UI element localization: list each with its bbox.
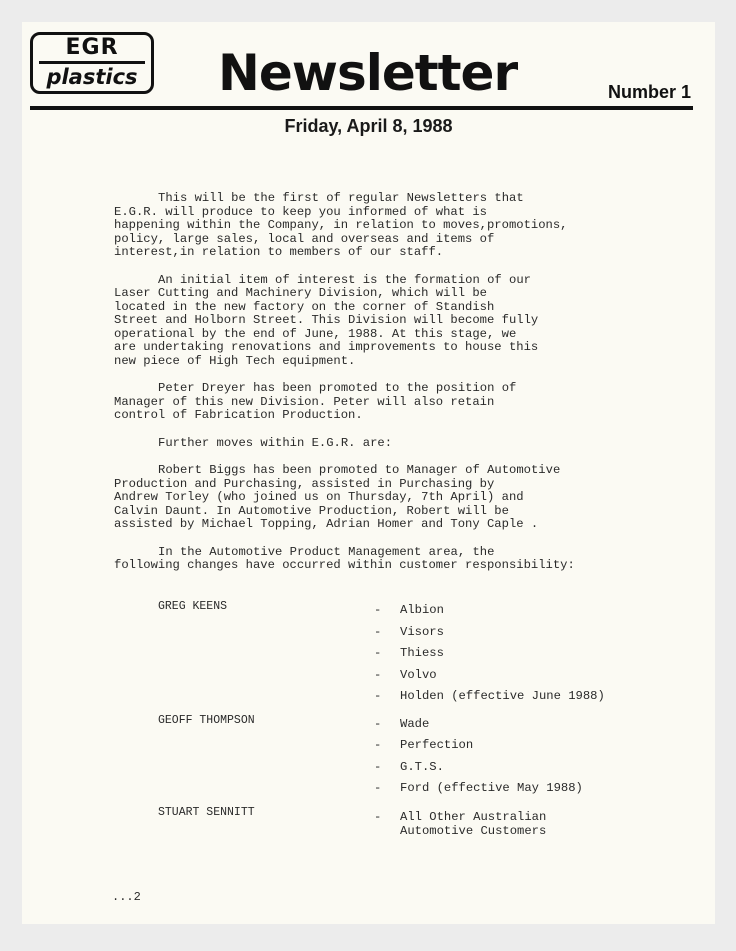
customer-item: - Visors [374,624,444,639]
paragraph-further-moves: Further moves within E.G.R. are: [158,435,393,450]
logo-line-plastics: plastics [39,61,145,88]
customer-item: - Wade [374,716,430,731]
paragraph-intro: This will be the first of regular Newsletters that E.G.R. will produce to keep you informed of what is happening within the Company, in relation to moves,promotions, policy, large sales, local and overseas and items of interest,in relation to members of our staff. [114,191,568,259]
customer-item: - Volvo [374,667,437,682]
customer-item: - Thiess [374,646,444,660]
masthead-rule [30,106,693,110]
customer-item: - All Other Australian Automotive Customers [374,809,547,838]
paragraph-peter-dreyer: Peter Dreyer has been promoted to the position of Manager of this new Division. Peter will also retain control of Fabrication Production. [114,381,517,422]
responsibility-group [158,714,678,800]
issue-number: Number 1 [607,82,691,102]
logo-line-egr: EGR [65,35,119,60]
customer-item: - Ford (effective May 1988) [374,781,583,795]
manager-name: STUART SENNITT [158,805,255,819]
customer-item: - Holden (effective June 1988) [374,689,605,703]
page-continuation: ...2 [112,890,141,904]
issue-date: Friday, April 8, 1988 [284,116,453,136]
customer-item: - Perfection [374,738,474,752]
customer-responsibility-list [158,600,678,838]
customer-item: - Albion [374,603,444,617]
responsibility-group [158,806,678,838]
customer-item: - G.T.S. [374,759,444,774]
responsibility-group [158,600,678,708]
manager-name: GREG KEENS [158,600,228,613]
paragraph-laser-division: An initial item of interest is the formation of our Laser Cutting and Machinery Division, which will be located in the new factory on the corner of Standish Street and Holborn Street. This Division will become fully operational by the end of June, 1988. At this stage, we are undertaking renovations and improvements to house this new piece of High Tech equipment. [114,272,539,368]
egr-plastics-logo [30,32,154,94]
manager-name: GEOFF THOMPSON [158,713,255,727]
newsletter-page [22,22,715,924]
paragraph-product-management: In the Automotive Product Management area, the following changes have occurred within customer responsibility: [114,544,575,572]
masthead-title: Newsletter [218,44,518,102]
article-body [114,192,674,587]
paragraph-robert-biggs: Robert Biggs has been promoted to Manager of Automotive Production and Purchasing, assisted in Purchasing by Andrew Torley (who joined us on Thursday, 7th April) and Calvin Daunt. In Automotive Production, Robert will be assisted by Michael Topping, Adrian Homer and Tony Caple . [114,463,561,531]
